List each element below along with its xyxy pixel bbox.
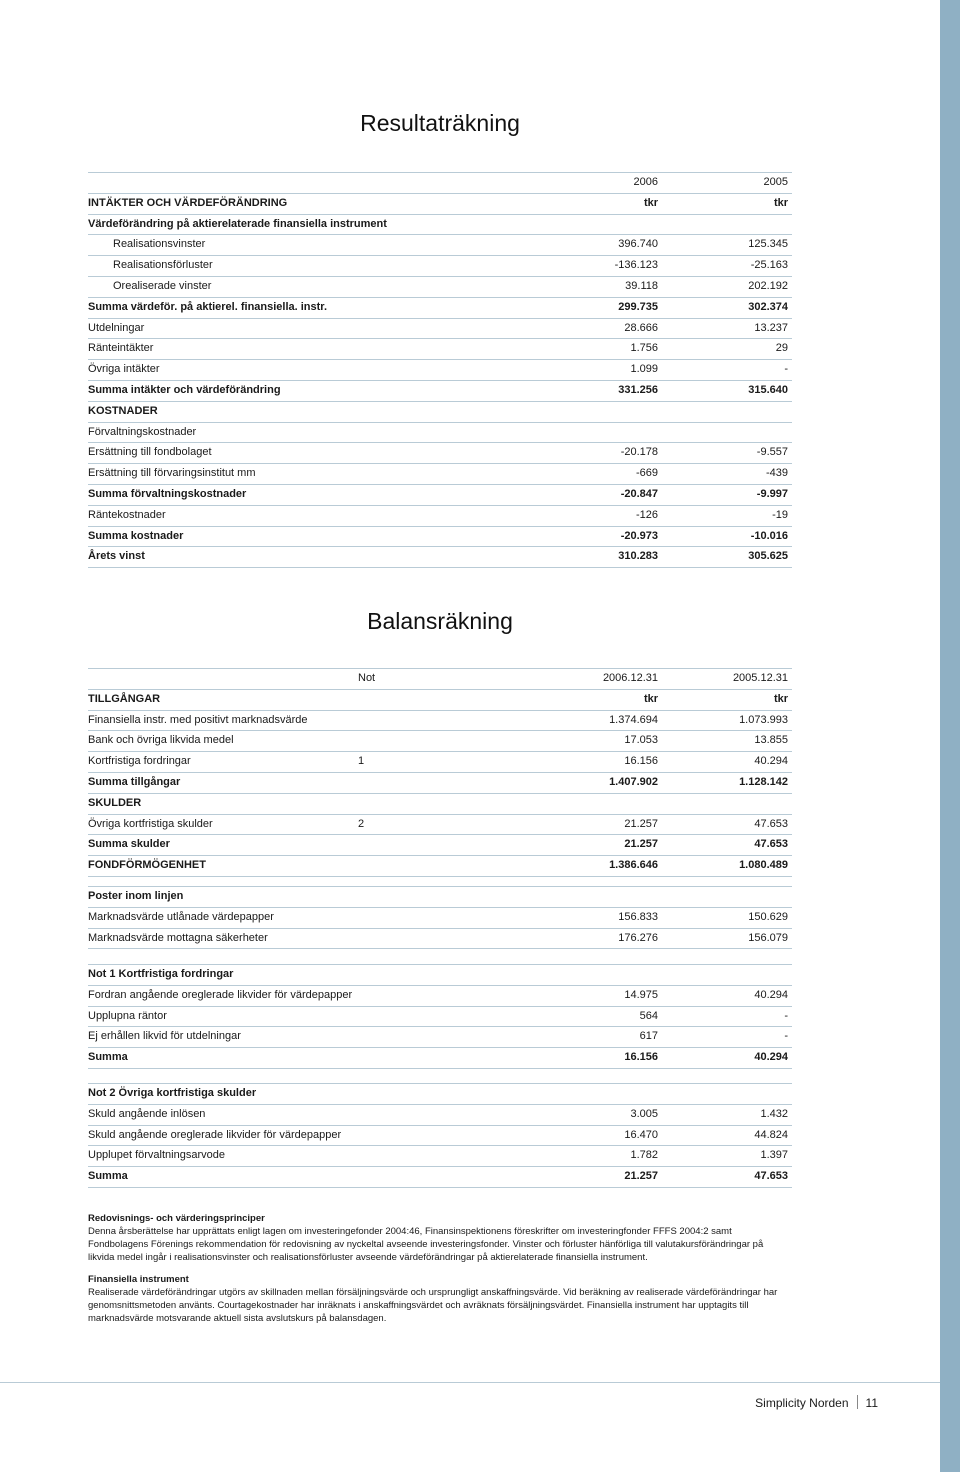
table-row <box>88 423 792 444</box>
row-label: Ränteintäkter <box>88 342 154 355</box>
table-row <box>88 256 792 277</box>
resultat-rows <box>88 194 792 568</box>
row-value-current: 39.118 <box>625 279 658 292</box>
row-value-previous: 202.192 <box>748 279 788 292</box>
row-value-previous: 40.294 <box>754 988 788 1001</box>
row-value-previous: 47.653 <box>754 1170 788 1183</box>
row-value-previous: 302.374 <box>748 300 788 313</box>
row-label: Summa tillgångar <box>88 775 181 788</box>
row-value-current: 16.156 <box>624 1051 658 1064</box>
table-row <box>88 319 792 340</box>
instruments-block <box>88 1273 792 1325</box>
table-row <box>88 194 792 215</box>
row-label: Summa skulder <box>88 838 170 851</box>
row-label: Ej erhållen likvid för utdelningar <box>88 1030 241 1043</box>
row-value-previous: 40.294 <box>754 1051 788 1064</box>
row-value-current: 1.099 <box>630 363 658 376</box>
table-row <box>88 464 792 485</box>
row-value-previous: -10.016 <box>750 529 788 542</box>
row-value-current: 14.975 <box>624 988 658 1001</box>
row-label: Skuld angående inlösen <box>88 1107 206 1120</box>
balans-table <box>88 668 792 877</box>
row-value-current: 21.257 <box>624 838 658 851</box>
row-value-current: 1.386.646 <box>609 859 658 872</box>
balans-header-row <box>88 668 792 690</box>
row-value-previous: 156.079 <box>748 931 788 944</box>
table-row <box>88 773 792 794</box>
row-value-current: 3.005 <box>630 1107 658 1120</box>
table-row <box>88 986 792 1007</box>
table-row <box>88 1146 792 1167</box>
not1-title: Not 1 Kortfristiga fordringar <box>88 968 234 980</box>
row-value-current: 21.257 <box>624 1170 658 1183</box>
row-label: Årets vinst <box>88 550 145 563</box>
table-row <box>88 690 792 711</box>
table-row <box>88 381 792 402</box>
row-value-previous: - <box>784 1009 788 1022</box>
row-label: Summa kostnader <box>88 529 184 542</box>
row-label: Övriga intäkter <box>88 363 160 376</box>
balans-rows <box>88 690 792 877</box>
table-row <box>88 1105 792 1126</box>
row-value-previous: 29 <box>775 342 788 355</box>
row-value-current: tkr <box>643 692 658 705</box>
row-label: Marknadsvärde utlånade värdepapper <box>88 910 274 923</box>
footer-divider <box>0 1382 940 1383</box>
footer-brand: Simplicity Norden <box>755 1396 849 1410</box>
table-row <box>88 752 792 773</box>
row-label: Upplupet förvaltningsarvode <box>88 1149 225 1162</box>
row-value-previous: tkr <box>773 196 788 209</box>
row-label: Kortfristiga fordringar <box>88 755 191 768</box>
table-row <box>88 1048 792 1069</box>
row-value-previous: 150.629 <box>748 910 788 923</box>
row-value-current: 21.257 <box>624 817 658 830</box>
footer-separator <box>857 1395 858 1409</box>
row-label: Värdeförändring på aktierelaterade finansiella instrument <box>88 217 387 230</box>
row-label: Övriga kortfristiga skulder <box>88 817 213 830</box>
row-value-current: 17.053 <box>624 734 658 747</box>
row-value-previous: 1.397 <box>760 1149 788 1162</box>
row-value-current: 1.782 <box>630 1149 658 1162</box>
resultat-table <box>88 172 792 568</box>
row-value-current: -126 <box>635 508 658 521</box>
date-2005: 2005.12.31 <box>732 672 788 684</box>
table-row <box>88 835 792 856</box>
row-value-previous: - <box>784 363 788 376</box>
row-value-previous: 305.625 <box>748 550 788 563</box>
row-label: Orealiserade vinster <box>113 279 212 292</box>
row-note-ref: 2 <box>358 817 365 830</box>
table-row <box>88 1167 792 1188</box>
poster-title-row <box>88 886 792 908</box>
poster-rows <box>88 908 792 950</box>
not1-rows <box>88 986 792 1069</box>
not2-rows <box>88 1105 792 1188</box>
row-value-current: 16.156 <box>624 755 658 768</box>
not-header: Not <box>358 672 376 684</box>
year-2005: 2005 <box>763 176 788 188</box>
row-note-ref: 1 <box>358 755 365 768</box>
table-row <box>88 731 792 752</box>
row-label: Summa <box>88 1170 128 1183</box>
row-value-previous: 1.073.993 <box>739 713 788 726</box>
row-value-current: 1.374.694 <box>609 713 658 726</box>
balans-title: Balansräkning <box>367 608 513 634</box>
row-value-current: -20.847 <box>620 487 658 500</box>
row-value-current: 1.407.902 <box>609 775 658 788</box>
row-label: FONDFÖRMÖGENHET <box>88 859 206 872</box>
row-value-previous: 1.080.489 <box>739 859 788 872</box>
row-value-current: 617 <box>639 1030 658 1043</box>
side-stripe <box>940 0 960 1472</box>
not2-table <box>88 1083 792 1188</box>
row-value-current: 1.756 <box>630 342 658 355</box>
row-label: Marknadsvärde mottagna säkerheter <box>88 931 268 944</box>
not2-title-row <box>88 1083 792 1105</box>
row-value-previous: 125.345 <box>748 238 788 251</box>
row-value-previous: -19 <box>772 508 788 521</box>
row-value-previous: -9.557 <box>756 446 788 459</box>
table-row <box>88 443 792 464</box>
row-value-previous: 13.855 <box>754 734 788 747</box>
row-value-current: 176.276 <box>618 931 658 944</box>
table-row <box>88 277 792 298</box>
row-label: Ersättning till fondbolaget <box>88 446 212 459</box>
row-label: Realisationsförluster <box>113 259 213 272</box>
row-value-current: -669 <box>635 467 658 480</box>
table-row <box>88 527 792 548</box>
table-row <box>88 506 792 527</box>
table-row <box>88 1027 792 1048</box>
table-row <box>88 815 792 836</box>
row-value-previous: 13.237 <box>754 321 788 334</box>
row-value-previous: -25.163 <box>750 259 788 272</box>
row-label: Summa intäkter och värdeförändring <box>88 383 281 396</box>
row-value-previous: -9.997 <box>756 487 788 500</box>
row-label: Upplupna räntor <box>88 1009 167 1022</box>
instruments-title: Finansiella instrument <box>88 1274 189 1285</box>
row-label: Skuld angående oreglerade likvider för värdepapper <box>88 1128 342 1141</box>
row-label: Realisationsvinster <box>113 238 206 251</box>
table-row <box>88 908 792 929</box>
row-label: Summa förvaltningskostnader <box>88 487 247 500</box>
year-2006: 2006 <box>633 176 658 188</box>
row-label: INTÄKTER OCH VÄRDEFÖRÄNDRING <box>88 196 288 209</box>
table-row <box>88 360 792 381</box>
row-label: Summa <box>88 1051 128 1064</box>
resultat-year-row <box>88 172 792 194</box>
row-label: KOSTNADER <box>88 404 158 417</box>
row-label: Finansiella instr. med positivt marknadsvärde <box>88 713 308 726</box>
principles-title: Redovisnings- och värderingsprinciper <box>88 1213 265 1224</box>
row-label: Bank och övriga likvida medel <box>88 734 234 747</box>
row-value-previous: 1.432 <box>760 1107 788 1120</box>
row-label: Utdelningar <box>88 321 145 334</box>
row-label: Fordran angående oreglerade likvider för värdepapper <box>88 988 353 1001</box>
table-row <box>88 235 792 256</box>
row-value-current: 331.256 <box>618 383 658 396</box>
row-value-current: 16.470 <box>624 1128 658 1141</box>
row-value-previous: 47.653 <box>754 817 788 830</box>
row-value-current: 396.740 <box>618 238 658 251</box>
not1-table <box>88 964 792 1069</box>
row-value-previous: 47.653 <box>754 838 788 851</box>
row-value-current: tkr <box>643 196 658 209</box>
instruments-body: Realiserade värdeförändringar utgörs av skillnaden mellan försäljningsvärde och ursprungligt anskaffningsvärde. Vid beräkning av realiserade värdeförändringar har genomsnittsmetoden använts. Courtagekostnader har inräknats i anskaffningsvärdet och avräknats försäljningsvärdet. Finansiella instrument har upptagits till marknadsvärde motsvarande aktuell sista avslutskurs på balansdagen. <box>88 1287 778 1324</box>
row-value-current: 564 <box>639 1009 658 1022</box>
row-value-current: -20.178 <box>620 446 658 459</box>
principles-body: Denna årsberättelse har upprättats enligt lagen om investeringefonder 2004:46, Finansinspektionens föreskrifter om investeringfonder FFFS 2004:2 samt Fondbolagens Förenings rekommendation för redovisning av nyckeltal avseende investeringsfonder. Vinster och förluster hänförliga till valutakursförändringar på likvida medel ingår i realisationsvinster och realisationsförluster avseende värdeförändringar på aktierelaterade finansiella instrument. <box>88 1226 764 1263</box>
table-row <box>88 547 792 568</box>
row-label: Summa värdeför. på aktierel. finansiella. instr. <box>88 300 328 313</box>
row-value-current: 28.666 <box>624 321 658 334</box>
table-row <box>88 711 792 732</box>
page-number: 11 <box>865 1396 878 1410</box>
row-value-current: -136.123 <box>614 259 658 272</box>
row-label: SKULDER <box>88 796 142 809</box>
row-label: Räntekostnader <box>88 508 166 521</box>
not2-title: Not 2 Övriga kortfristiga skulder <box>88 1087 257 1099</box>
row-value-previous: 315.640 <box>748 383 788 396</box>
row-value-current: 310.283 <box>618 550 658 563</box>
table-row <box>88 339 792 360</box>
table-row <box>88 1126 792 1147</box>
table-row <box>88 794 792 815</box>
resultat-title: Resultaträkning <box>360 110 520 136</box>
table-row <box>88 298 792 319</box>
table-row <box>88 485 792 506</box>
poster-table <box>88 886 792 949</box>
table-row <box>88 1007 792 1028</box>
row-value-previous: 1.128.142 <box>739 775 788 788</box>
date-2006: 2006.12.31 <box>602 672 658 684</box>
table-row <box>88 856 792 877</box>
row-label: Förvaltningskostnader <box>88 425 197 438</box>
row-value-previous: 40.294 <box>754 755 788 768</box>
row-value-previous: - <box>784 1030 788 1043</box>
poster-title: Poster inom linjen <box>88 890 184 902</box>
table-row <box>88 929 792 950</box>
table-row <box>88 215 792 236</box>
row-value-previous: -439 <box>765 467 788 480</box>
row-label: Ersättning till förvaringsinstitut mm <box>88 467 256 480</box>
row-value-current: 156.833 <box>618 910 658 923</box>
row-label: TILLGÅNGAR <box>88 692 161 705</box>
row-value-previous: 44.824 <box>754 1128 788 1141</box>
table-row <box>88 402 792 423</box>
not1-title-row <box>88 964 792 986</box>
footer <box>755 1395 878 1410</box>
row-value-previous: tkr <box>773 692 788 705</box>
principles-block <box>88 1212 792 1264</box>
row-value-current: -20.973 <box>620 529 658 542</box>
row-value-current: 299.735 <box>618 300 658 313</box>
